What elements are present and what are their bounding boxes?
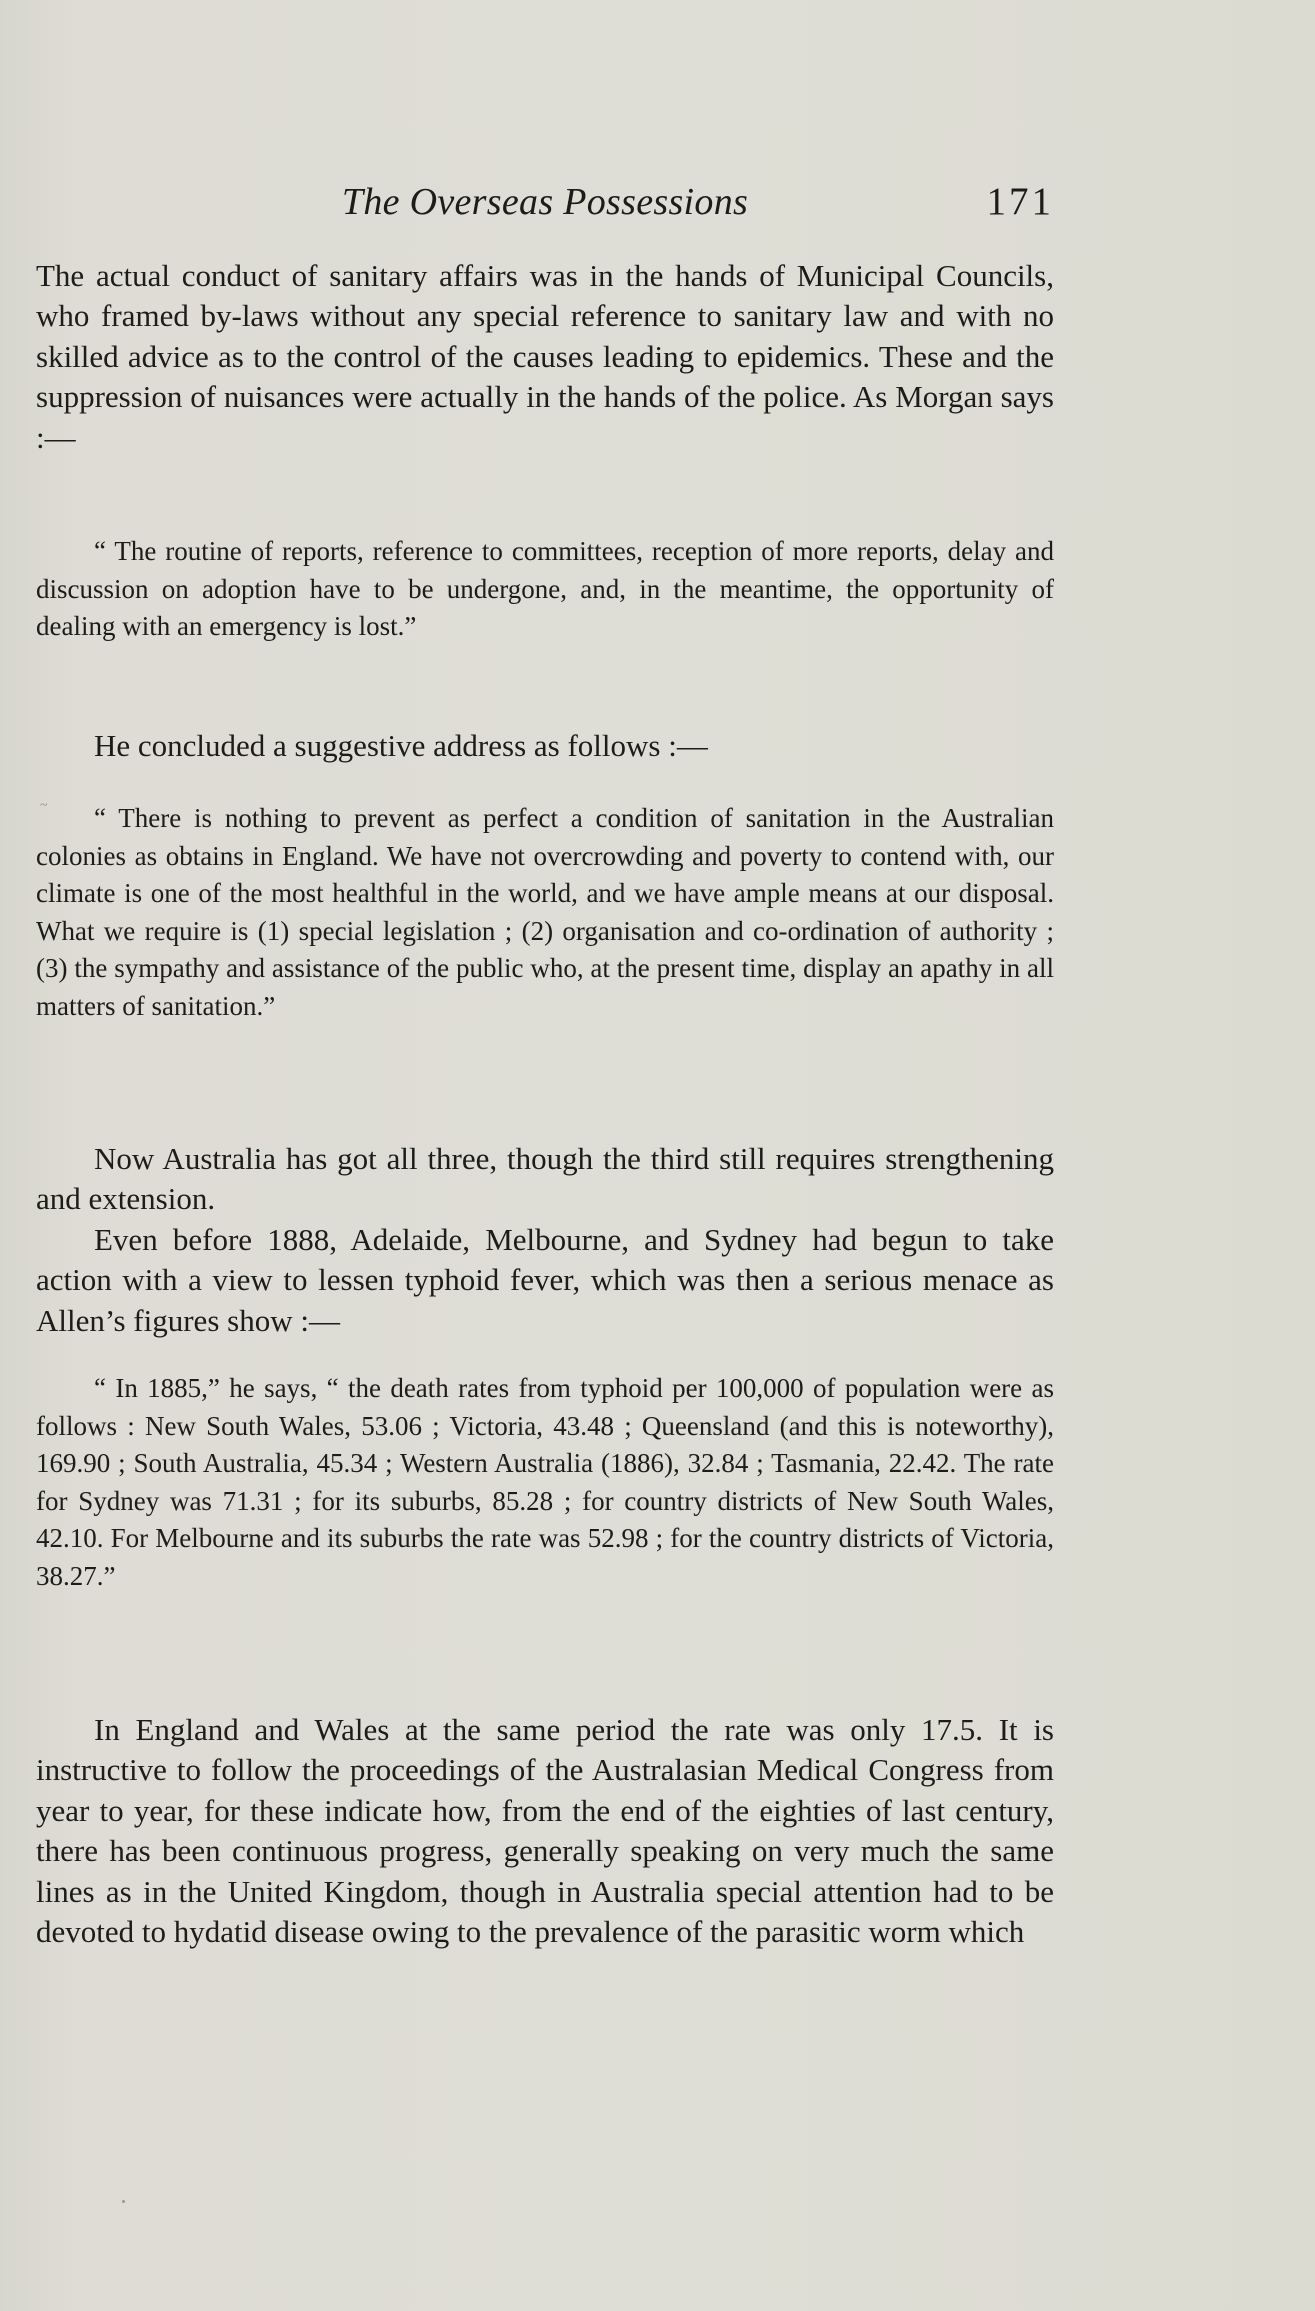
page-number: 171	[986, 180, 1054, 223]
paragraph-suggestive-address: He concluded a suggestive address as follows :—	[94, 728, 708, 763]
quotation-nothing-to-prevent: “ There is nothing to prevent as perfect a condition of sanitation in the Australian colonies as obtains in England. We have not overcrowding and poverty to contend with, our climate is one of the most healthful in the world, and we have ample means at our disposal. What we require is (1) special legislation ; (2) organisation and co-ordination of authority ; (3) the sympathy and assistance of the public who, at the present time, display an apathy in all matters of sanitation.”	[36, 803, 1054, 1021]
quotation-death-rates-typhoid: “ In 1885,” he says, “ the death rates from typhoid per 100,000 of population were as follows : New South Wales, 53.06 ; Victoria, 43.48 ; Queensland (and this is noteworthy), 169.90 ; South Australia, 45.34 ; Western Australia (1886), 32.84 ; Tasmania, 22.42. The rate for Sydney was 71.31 ; for its suburbs, 85.28 ; for country districts of New South Wales, 42.10. For Melbourne and its suburbs the rate was 52.98 ; for the country districts of Victoria, 38.27.”	[36, 1373, 1054, 1591]
paragraph-sanitary-affairs: The actual conduct of sanitary affairs was in the hands of Municipal Councils, who framed by-laws without any special reference to sanitary law and with no skilled advice as to the control of the causes leading to epidemics. These and the suppression of nuisances were actually in the hands of the police. As Morgan says :—	[36, 258, 1054, 455]
quotation-routine-of-reports: “ The routine of reports, reference to committees, reception of more reports, delay and discussion on adoption have to be undergone, and, in the meantime, the opportunity of dealing with an emergency is lost.”	[36, 536, 1054, 642]
paragraph-england-and-wales: In England and Wales at the same period the rate was only 17.5. It is instructive to follow the proceedings of the Australasian Medical Congress from year to year, for these indicate how, from the end of the eighties of last century, there has been continuous progress, generally speaking on very much the same lines as in the United Kingdom, though in Australia special attention had to be devoted to hydatid disease owing to the prevalence of the parasitic worm which	[36, 1712, 1054, 1950]
page-header	[36, 176, 1054, 228]
paper-speck	[122, 2200, 125, 2203]
paragraph-before-1888: Even before 1888, Adelaide, Melbourne, and Sydney had begun to take action with a view to lessen typhoid fever, which was then a serious menace as Allen’s figures show :—	[36, 1222, 1054, 1338]
paragraph-australia-all-three: Now Australia has got all three, though the third still requires strengthening and extension.	[36, 1141, 1054, 1217]
running-title: The Overseas Possessions	[341, 181, 749, 223]
stray-pen-mark: ~	[40, 798, 48, 813]
